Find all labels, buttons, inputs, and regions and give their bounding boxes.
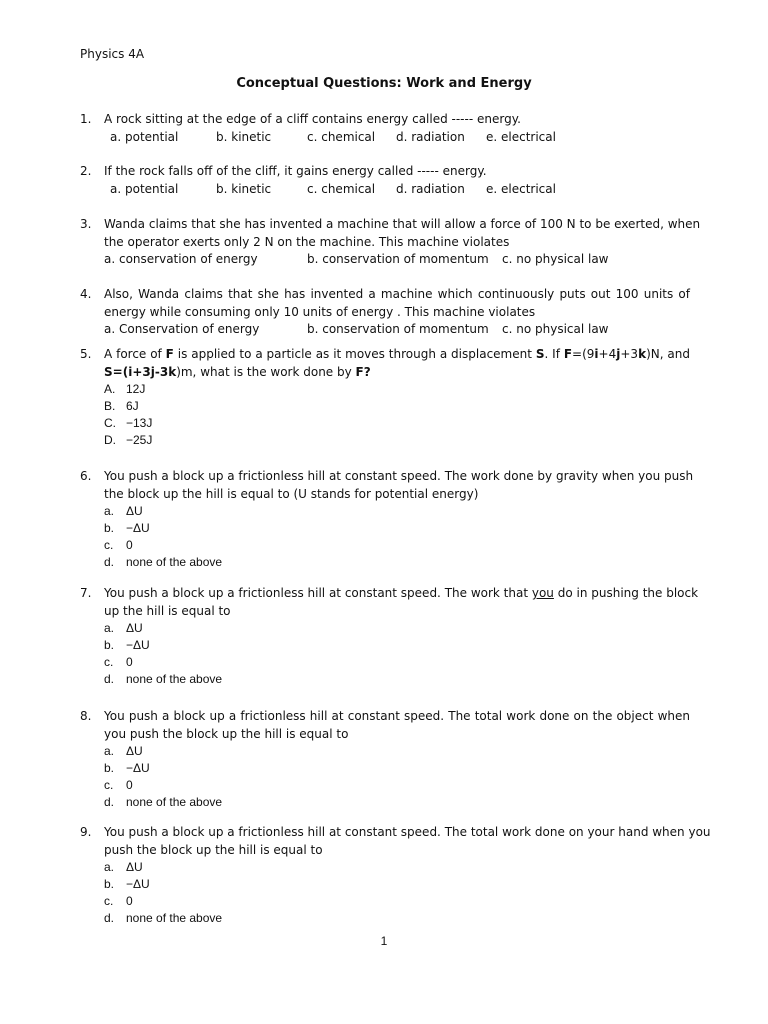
answer-a: a. ΔU	[104, 744, 143, 758]
answer-b: B. 6J	[104, 399, 139, 413]
question-5	[80, 346, 690, 449]
options-row	[80, 129, 690, 147]
answer-b: b. −ΔU	[104, 638, 150, 652]
question-number: 8.	[80, 709, 92, 723]
question-text: the operator exerts only 2 N on the machine. This machine violates	[104, 234, 510, 249]
answer-d: d. none of the above	[104, 672, 223, 686]
question-3	[80, 216, 701, 269]
question-text: If the rock falls off of the cliff, it gains energy called ----- energy.	[104, 164, 487, 178]
option-b: b. kinetic	[216, 181, 272, 196]
question-number: 3.	[80, 217, 92, 231]
question-text: Also, Wanda claims that she has invented a machine which continuously puts out 100 units of	[104, 287, 690, 301]
answer-a: A. 12J	[104, 382, 146, 396]
question-8	[80, 708, 690, 811]
question-text: the block up the hill is equal to (U stands for potential energy)	[104, 486, 479, 501]
question-text: push the block up the hill is equal to	[104, 842, 323, 857]
option-c: c. no physical law	[502, 322, 609, 336]
answer-c: c. 0	[104, 894, 133, 908]
option-a: a. Conservation of energy	[104, 322, 260, 336]
question-2	[80, 163, 690, 198]
answer-b: b. −ΔU	[104, 761, 150, 775]
answer-d: d. none of the above	[104, 555, 223, 569]
question-number: 2.	[80, 164, 92, 178]
answer-a: a. ΔU	[104, 504, 143, 518]
option-b: b. conservation of momentum	[307, 252, 489, 266]
question-1	[80, 111, 690, 146]
underlined-word: you	[531, 586, 554, 600]
question-6	[80, 468, 694, 571]
option-a: a. conservation of energy	[104, 252, 258, 266]
option-d: d. radiation	[396, 181, 465, 196]
answer-a: a. ΔU	[104, 621, 143, 635]
option-c: c. chemical	[307, 181, 376, 196]
option-a: a. potential	[110, 181, 179, 196]
option-c: c. chemical	[307, 129, 376, 144]
question-text: You push a block up a frictionless hill at constant speed. The work that you do in pushing the block	[104, 586, 699, 600]
answer-d: d. none of the above	[104, 911, 223, 925]
question-text: energy while consuming only 10 units of energy . This machine violates	[104, 304, 536, 319]
question-number: 7.	[80, 586, 92, 600]
answer-b: b. −ΔU	[104, 877, 150, 891]
question-number: 6.	[80, 469, 92, 483]
force-symbol: F	[165, 347, 174, 361]
option-c: c. no physical law	[502, 252, 609, 266]
answer-c: C. −13J	[104, 416, 153, 430]
answer-d: d. none of the above	[104, 795, 223, 809]
option-b: b. conservation of momentum	[307, 322, 489, 336]
option-a: a. potential	[110, 129, 179, 144]
question-number: 4.	[80, 287, 92, 301]
course-name: Physics 4A	[80, 47, 145, 61]
question-text: you push the block up the hill is equal to	[104, 726, 349, 741]
question-text: A force of F is applied to a particle as it moves through a displacement S. If F=(9i+4j+3k)N, and	[104, 347, 690, 361]
question-number: 9.	[80, 825, 92, 839]
question-text: Wanda claims that she has invented a machine that will allow a force of 100 N to be exerted, when	[104, 217, 701, 231]
option-e: e. electrical	[486, 129, 556, 144]
displacement-symbol: S	[535, 347, 545, 361]
options-row	[80, 251, 690, 269]
question-4	[80, 286, 690, 339]
options-row	[80, 321, 690, 339]
question-text: A rock sitting at the edge of a cliff contains energy called ----- energy.	[104, 112, 521, 126]
question-text: You push a block up a frictionless hill at constant speed. The work done by gravity when you push	[104, 469, 694, 483]
answer-c: c. 0	[104, 538, 133, 552]
answer-b: b. −ΔU	[104, 521, 150, 535]
options-row	[80, 181, 690, 199]
answer-a: a. ΔU	[104, 860, 143, 874]
answer-c: c. 0	[104, 778, 133, 792]
option-b: b. kinetic	[216, 129, 272, 144]
option-e: e. electrical	[486, 181, 556, 196]
question-text: S=(i+3j-3k)m, what is the work done by F?	[104, 364, 371, 379]
question-number: 1.	[80, 112, 92, 126]
option-d: d. radiation	[396, 129, 465, 144]
question-text: You push a block up a frictionless hill at constant speed. The total work done on the object when	[104, 709, 690, 723]
question-number: 5.	[80, 347, 92, 361]
page-number: 1	[380, 934, 388, 948]
question-text: You push a block up a frictionless hill at constant speed. The total work done on your hand when you	[104, 825, 711, 839]
question-text: up the hill is equal to	[104, 603, 231, 618]
page-title: Conceptual Questions: Work and Energy	[236, 76, 532, 91]
answer-c: c. 0	[104, 655, 133, 669]
question-9	[80, 824, 711, 927]
answer-d: D. −25J	[104, 433, 153, 447]
question-7	[80, 585, 699, 688]
